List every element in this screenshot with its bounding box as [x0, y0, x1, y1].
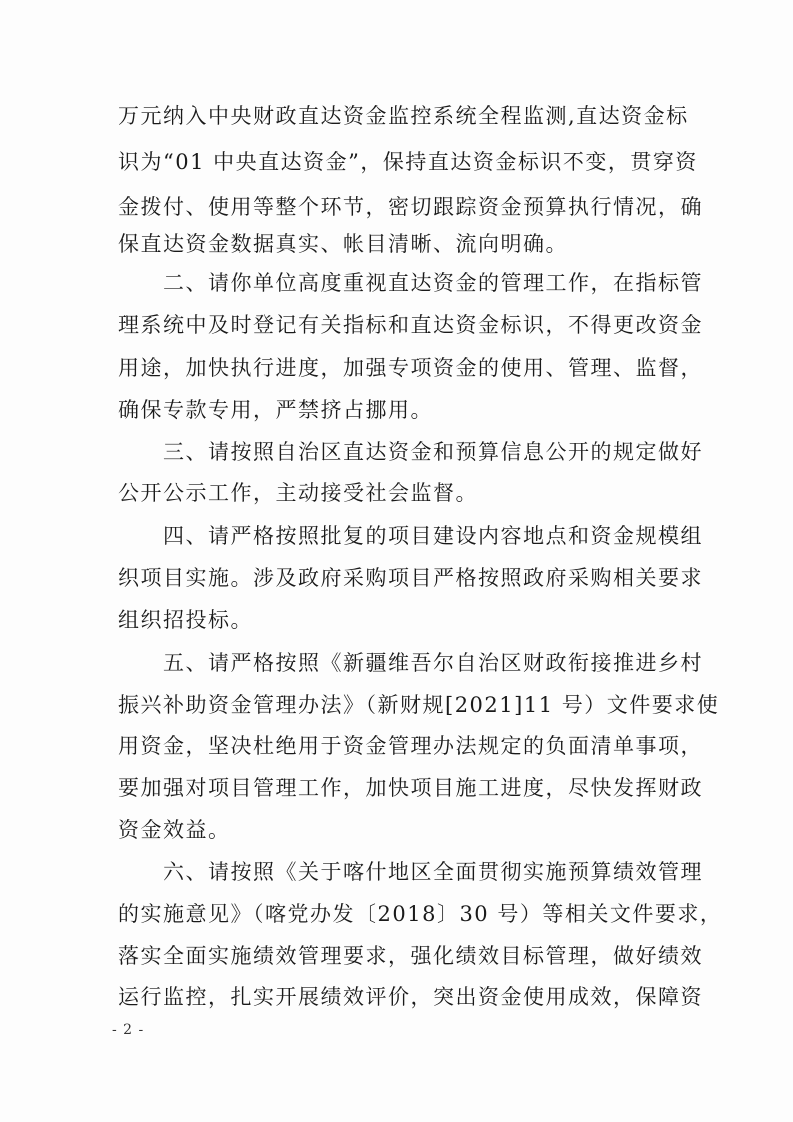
- text-line: 的实施意见》（喀党办发〔2018〕30 号）等相关文件要求，: [118, 902, 723, 926]
- text-line: 三、请按照自治区直达资金和预算信息公开的规定做好: [163, 440, 703, 464]
- text-line: 四、请严格按照批复的项目建设内容地点和资金规模组: [163, 524, 703, 548]
- text-line: 二、请你单位高度重视直达资金的管理工作，在指标管: [163, 271, 703, 295]
- text-line: 六、请按照《关于喀什地区全面贯彻实施预算绩效管理: [163, 860, 703, 884]
- text-line: 要加强对项目管理工作，加快项目施工进度，尽快发挥财政: [118, 776, 703, 800]
- text-line: 理系统中及时登记有关指标和直达资金标识，不得更改资金: [118, 313, 703, 337]
- page-number: - 2 -: [112, 1022, 145, 1038]
- text-line: 落实全面实施绩效管理要求，强化绩效目标管理，做好绩效: [118, 944, 703, 968]
- text-line: 资金效益。: [118, 818, 231, 842]
- text-line: 组织招投标。: [118, 608, 253, 632]
- text-line: 五、请严格按照《新疆维吾尔自治区财政衔接推进乡村: [163, 651, 703, 675]
- text-line: 万元纳入中央财政直达资金监控系统全程监测,直达资金标: [118, 104, 689, 128]
- text-line: 用资金，坚决杜绝用于资金管理办法规定的负面清单事项，: [118, 734, 703, 758]
- text-line: 公开公示工作，主动接受社会监督。: [118, 481, 478, 505]
- text-line: 织项目实施。涉及政府采购项目严格按照政府采购相关要求: [118, 566, 703, 590]
- text-line: 金拨付、使用等整个环节，密切跟踪资金预算执行情况，确: [118, 195, 703, 219]
- text-line: 运行监控，扎实开展绩效评价，突出资金使用成效，保障资: [118, 985, 703, 1009]
- text-line: 用途，加快执行进度，加强专项资金的使用、管理、监督，: [118, 356, 703, 380]
- text-line: 振兴补助资金管理办法》（新财规[2021]11 号）文件要求使: [118, 693, 720, 717]
- text-line: 确保专款专用，严禁挤占挪用。: [118, 398, 433, 422]
- text-line: 保直达资金数据真实、帐目清晰、流向明确。: [118, 232, 568, 256]
- text-line: 识为“01 中央直达资金”，保持直达资金标识不变，贯穿资: [118, 150, 698, 174]
